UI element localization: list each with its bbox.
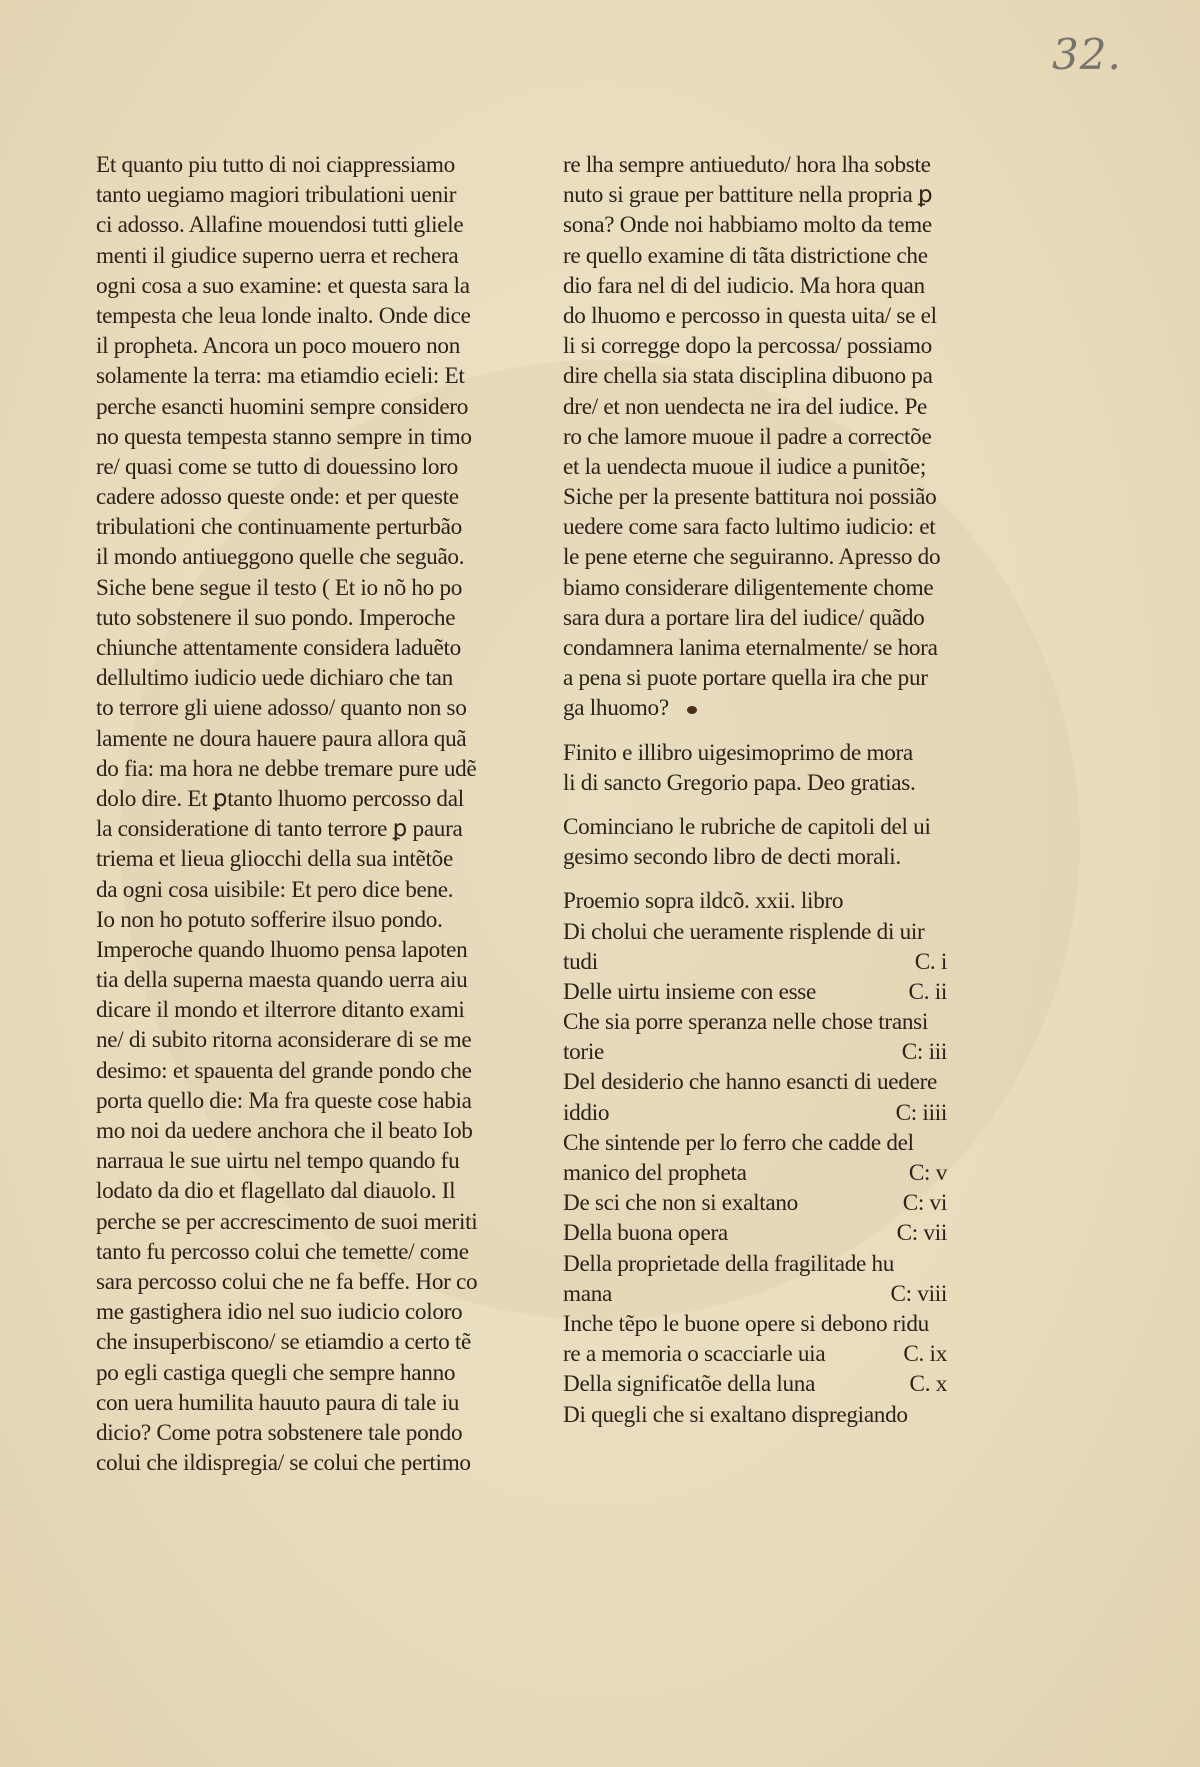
text-line: lamente ne doura hauere paura allora quã <box>96 725 467 752</box>
rubric-title: torie <box>563 1039 604 1066</box>
text-line: da ogni cosa uisibile: Et pero dice bene. <box>96 876 454 903</box>
text-line: dire chella sia stata disciplina dibuono pa <box>563 363 933 390</box>
rubric-entry <box>563 1339 993 1369</box>
text-line: il propheta. Ancora un poco mouero non <box>96 333 461 360</box>
text-line: dolo dire. Et ꝑtanto lhuomo percosso dal <box>96 785 464 812</box>
rubric-entry <box>563 1067 993 1097</box>
text-line: che insuperbiscono/ se etiamdio a certo tẽ <box>96 1329 472 1356</box>
text-line: po egli castiga quegli che sempre hanno <box>96 1359 456 1386</box>
rubric-title: Di quegli che si exaltano dispregiando <box>563 1401 908 1428</box>
section-gap <box>563 724 993 738</box>
rubric-entry <box>563 977 993 1007</box>
rubric-title: Della buona opera <box>563 1220 728 1247</box>
rubric-entry <box>563 1188 993 1218</box>
rubric-entry <box>563 1007 993 1037</box>
text-line: dellultimo iudicio uede dichiaro che tan <box>96 665 453 692</box>
text-line: re lha sempre antiueduto/ hora lha sobste <box>563 152 931 178</box>
text-line: perche se per accrescimento de suoi meriti <box>96 1208 478 1235</box>
text-line: tanto fu percosso colui che temette/ come <box>96 1238 469 1265</box>
text-line: le pene eterne che seguiranno. Apresso do <box>563 544 941 571</box>
text-line: re quello examine di tãta districtione che <box>563 242 928 269</box>
rubric-entry <box>563 1309 993 1339</box>
ink-blot-mark <box>687 706 697 714</box>
text-line: dio fara nel di del iudicio. Ma hora quan <box>563 272 925 299</box>
text-line: triema et lieua gliocchi della sua intẽtõe <box>96 846 453 873</box>
text-line: colui che ildispregia/ se colui che pertimo <box>96 1450 471 1477</box>
chapter-number: C: v <box>908 1160 947 1186</box>
rubric-title: De sci che non si exaltano <box>563 1190 798 1217</box>
text-line: solamente la terra: ma etiamdio ecieli: Et <box>96 363 465 390</box>
text-line: porta quello die: Ma fra queste cose habia <box>96 1087 472 1114</box>
chapter-number: C. i <box>914 948 947 975</box>
text-line: dicare il mondo et ilterrore ditanto exami <box>96 997 465 1024</box>
text-line: ci adosso. Allafine mouendosi tutti gliele <box>96 212 464 239</box>
chapter-number: C: iii <box>901 1039 947 1066</box>
text-line: re/ quasi come se tutto di douessino loro <box>96 453 458 480</box>
text-line: ga lhuomo? <box>563 693 993 723</box>
text-line: tanto uegiamo magiori tribulationi uenir <box>96 182 457 209</box>
chapter-number: C: iiii <box>895 1099 947 1126</box>
rubric-entry <box>563 1369 993 1399</box>
rubric-title: Della significatõe della luna <box>563 1371 816 1398</box>
text-line: con uera humilita hauuto paura di tale iu <box>96 1389 460 1416</box>
text-line: dre/ et non uendecta ne ira del iudice. Pe <box>563 393 928 420</box>
rubric-entry <box>563 1279 993 1309</box>
chapter-number: C. x <box>909 1371 947 1398</box>
text-line: cadere adosso queste onde: et per queste <box>96 484 459 511</box>
rubric-entry <box>563 1158 993 1188</box>
text-line: la consideratione di tanto terrore ꝑ paura <box>96 816 463 843</box>
chapter-number: C. ii <box>908 978 947 1005</box>
text-line: Io non ho potuto sofferire ilsuo pondo. <box>96 906 443 933</box>
chapter-number: C: viii <box>890 1280 947 1307</box>
rubric-entry <box>563 917 993 947</box>
text-line: biamo considerare diligentemente chome <box>563 574 934 601</box>
text-line: mo noi da uedere anchora che il beato Iob <box>96 1118 473 1144</box>
text-line: no questa tempesta stanno sempre in timo <box>96 423 472 450</box>
text-line: sara dura a portare lira del iudice/ quãdo <box>563 604 925 631</box>
rubric-title: Di cholui che ueramente risplende di uir <box>563 918 925 945</box>
explicit-line: li di sancto Gregorio papa. Deo gratias. <box>563 769 916 796</box>
text-line: a pena si puote portare quella ira che pur <box>563 665 928 692</box>
text-line: tempesta che leua londe inalto. Onde dice <box>96 302 471 329</box>
text-line: uedere come sara facto lultimo iudicio: et <box>563 514 936 541</box>
incipit-line: Cominciano le rubriche de capitoli del ui <box>563 813 931 840</box>
section-gap <box>563 798 993 812</box>
rubric-entry <box>563 1128 993 1158</box>
incipit-line: gesimo secondo libro de decti morali. <box>563 844 901 871</box>
text-line: ro che lamore muoue il padre a correctõe <box>563 423 932 450</box>
rubric-title: Inche tẽpo le buone opere si debono ridu <box>563 1310 929 1337</box>
explicit-line: Finito e illibro uigesimoprimo de mora <box>563 739 913 766</box>
text-line: Siche per la presente battitura noi possião <box>563 484 937 511</box>
rubric-title: mana <box>563 1280 613 1307</box>
text-line: chiunche attentamente considera laduẽto <box>96 635 461 661</box>
text-line: dicio? Come potra sobstenere tale pondo <box>96 1419 463 1446</box>
text-line: Siche bene segue il testo ( Et io nõ ho po <box>96 574 463 601</box>
text-line: il mondo antiueggono quelle che seguão. <box>96 544 465 571</box>
chapter-number: C: vii <box>896 1220 947 1247</box>
rubric-entry <box>563 1098 993 1128</box>
rubric-title: Del desiderio che hanno esancti di uedere <box>563 1069 937 1096</box>
rubric-entry <box>563 1400 993 1430</box>
text-line: to terrore gli uiene adosso/ quanto non so <box>96 695 467 722</box>
chapter-number: C: vi <box>902 1190 947 1217</box>
folio-number: 32. <box>1052 30 1122 79</box>
rubric-entry <box>563 886 993 916</box>
text-line: tribulationi che continuamente perturbão <box>96 514 462 541</box>
right-text-column <box>563 150 993 1430</box>
text-line: Imperoche quando lhuomo pensa lapoten <box>96 936 468 963</box>
text-line: perche esancti huomini sempre considero <box>96 393 469 420</box>
text-line: do fia: ma hora ne debbe tremare pure udẽ <box>96 755 477 782</box>
rubric-entry <box>563 947 993 977</box>
text-line: menti il giudice superno uerra et rechera <box>96 242 459 269</box>
rubric-entry <box>563 1249 993 1279</box>
section-gap <box>563 872 993 886</box>
rubric-title: iddio <box>563 1099 610 1126</box>
text-line: narraua le sue uirtu nel tempo quando fu <box>96 1148 460 1175</box>
text-line: do lhuomo e percosso in questa uita/ se el <box>563 302 937 329</box>
text-line: tuto sobstenere il suo pondo. Imperoche <box>96 604 456 631</box>
text-line: tia della superna maesta quando uerra aiu <box>96 967 468 994</box>
rubric-entry <box>563 1218 993 1248</box>
text-line: sara percosso colui che ne fa beffe. Hor co <box>96 1268 478 1295</box>
text-line: me gastighera idio nel suo iudicio coloro <box>96 1299 463 1326</box>
text-line: li si corregge dopo la percossa/ possiamo <box>563 333 932 360</box>
rubric-title: re a memoria o scacciarle uia <box>563 1341 826 1368</box>
rubric-title: Delle uirtu insieme con esse <box>563 978 817 1005</box>
chapter-number: C. ix <box>903 1341 947 1368</box>
text-line: lodato da dio et flagellato dal diauolo. Il <box>96 1178 456 1205</box>
rubric-title: Che sia porre speranza nelle chose transi <box>563 1009 928 1036</box>
text-line: desimo: et spauenta del grande pondo che <box>96 1057 472 1084</box>
text-line: condamnera lanima eternalmente/ se hora <box>563 635 938 661</box>
text-line: ne/ di subito ritorna aconsiderare di se me <box>96 1027 472 1054</box>
rubric-title: Della proprietade della fragilitade hu <box>563 1250 895 1277</box>
text-line: et la uendecta muoue il iudice a punitõe; <box>563 453 927 480</box>
rubric-title: Proemio sopra ildcõ. xxii. libro <box>563 888 844 915</box>
text-line: Et quanto piu tutto di noi ciappressiamo <box>96 152 455 178</box>
rubric-title: manico del propheta <box>563 1160 747 1186</box>
rubric-title: Che sintende per lo ferro che cadde del <box>563 1129 914 1156</box>
left-text-column <box>96 150 536 1478</box>
text-line: ogni cosa a suo examine: et questa sara la <box>96 272 470 299</box>
rubric-entry <box>563 1037 993 1067</box>
text-line: sona? Onde noi habbiamo molto da teme <box>563 212 932 239</box>
text-line: nuto si graue per battiture nella propria ꝑ <box>563 182 933 209</box>
rubric-title: tudi <box>563 948 598 975</box>
